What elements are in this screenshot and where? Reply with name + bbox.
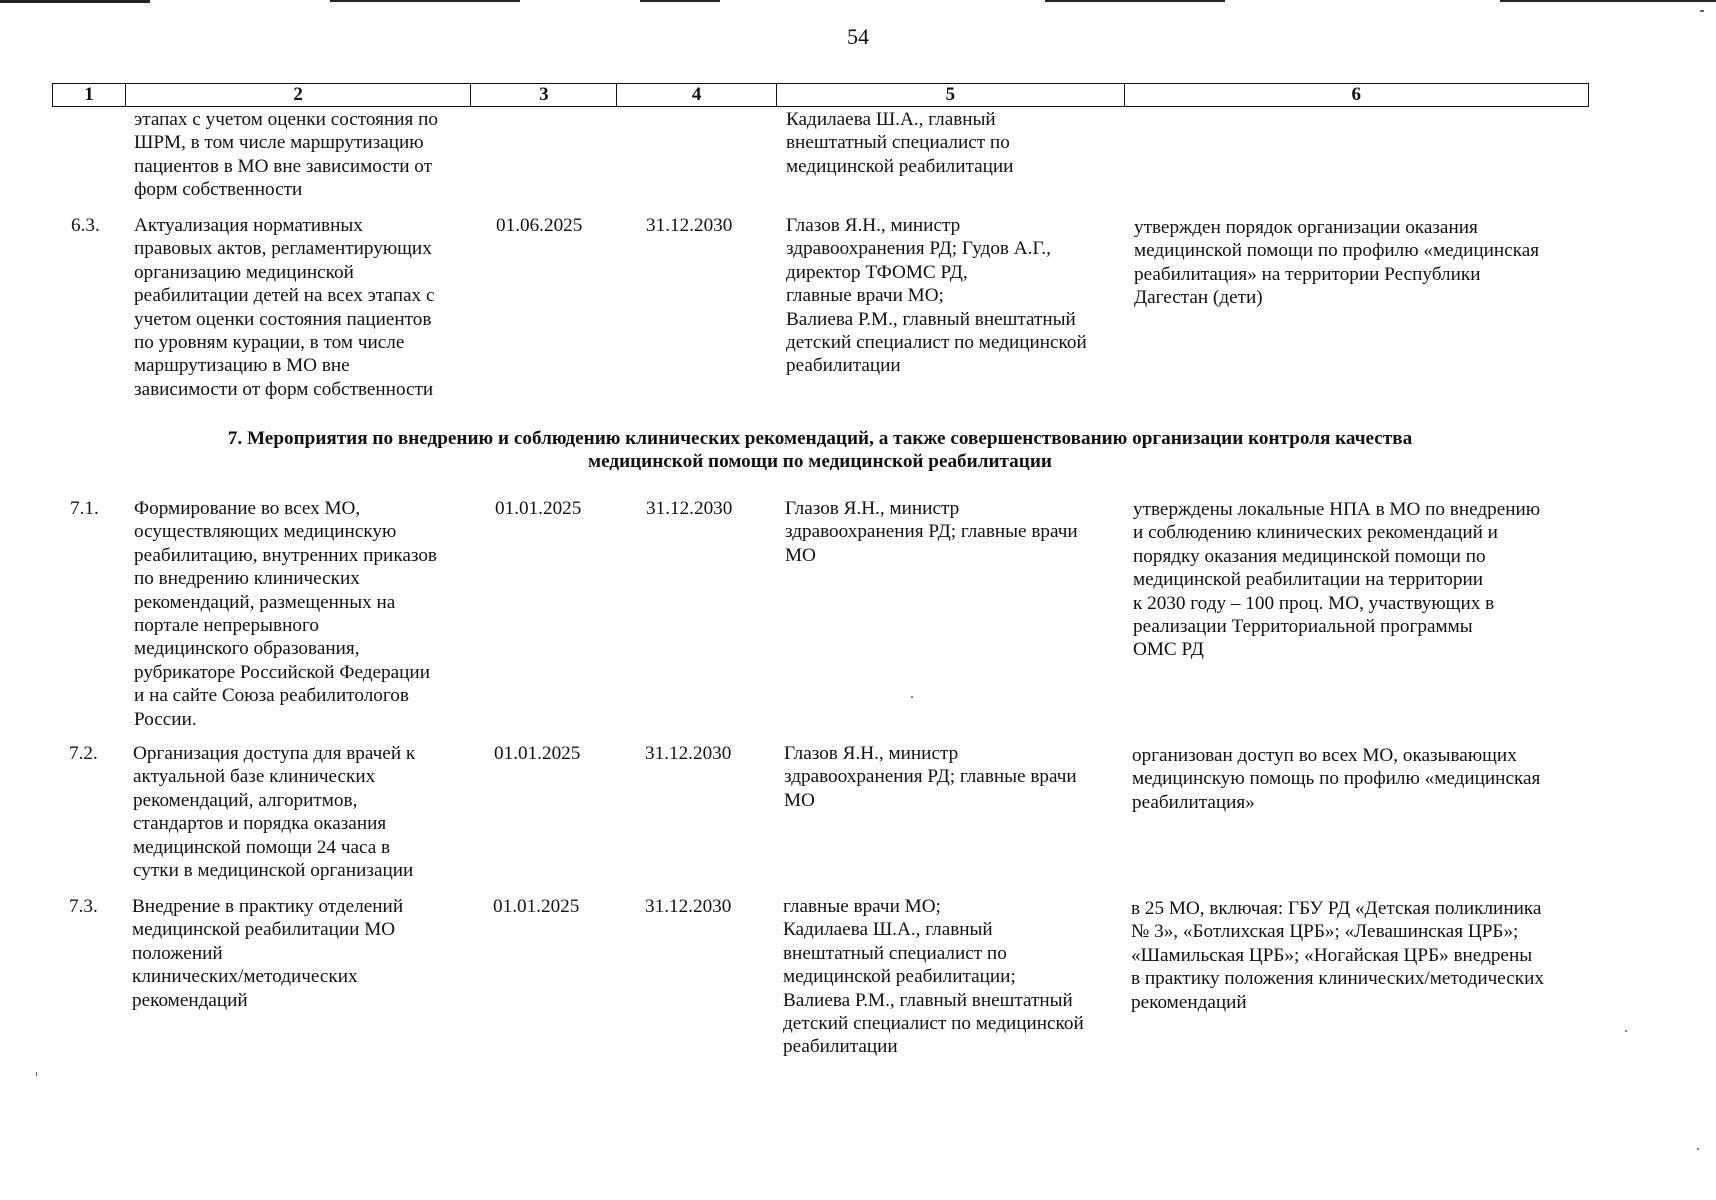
row-responsible: Глазов Я.Н., министр здравоохранения РД; главные врачи МО (784, 743, 1077, 811)
scan-edge (0, 0, 150, 3)
row-responsible: Глазов Я.Н., министр здравоохранения РД; главные врачи МО (785, 498, 1078, 566)
row-end-date: 31.12.2030 (646, 498, 733, 519)
row-continuation-description: этапах с учетом оценки состояния по ШРМ, в том числе маршрутизацию пациентов в МО вне зависимости от форм собственности (134, 109, 439, 201)
row-end-date: 31.12.2030 (646, 215, 733, 236)
row-start-date: 01.01.2025 (494, 743, 581, 764)
scan-edge (330, 0, 520, 2)
header-col-2: 2 (126, 84, 472, 106)
row-responsible: Глазов Я.Н., министр здравоохранения РД; Гудов А.Г., директор ТФОМС РД, главные врачи МО; Валиева Р.М., главный внештатный детский специалист по медицинской реабилитации (786, 215, 1087, 377)
header-col-1: 1 (53, 84, 126, 106)
row-num: 7.1. (70, 498, 99, 519)
scan-edge (1500, 0, 1716, 2)
table-header (52, 83, 1589, 107)
header-col-6: 6 (1351, 84, 1362, 105)
row-num: 6.3. (71, 215, 100, 236)
header-col-5: 5 (777, 84, 1125, 106)
row-result: в 25 МО, включая: ГБУ РД «Детская поликлиника № 3», «Ботлихская ЦРБ»; «Левашинская ЦРБ»; «Шамильская ЦРБ»; «Ногайская ЦРБ» внедрены в практику положения клинических/методических рекомендаций (1131, 898, 1544, 1013)
scan-speck (1625, 1030, 1627, 1032)
scan-speck (36, 1072, 37, 1076)
row-end-date: 31.12.2030 (645, 896, 732, 917)
row-result: утвержден порядок организации оказания медицинской помощи по профилю «медицинская реабилитация» на территории Республики Дагестан (дети) (1134, 217, 1540, 309)
row-result: утверждены локальные НПА в МО по внедрению и соблюдению клинических рекомендаций и порядку оказания медицинской помощи по медицинской реабилитации на территории к 2030 году – 100 проц. МО, участвующих в реализации Территориальной программы ОМС РД (1133, 499, 1541, 661)
row-description: Формирование во всех МО, осуществляющих медицинскую реабилитацию, внутренних приказов по внедрению клинических рекомендаций, размещенных на портале непрерывного медицинского образования, рубрикаторе Российской Федерации и на сайте Союза реабилитологов России. (134, 498, 437, 730)
scan-edge (640, 0, 720, 2)
row-start-date: 01.06.2025 (496, 215, 583, 236)
row-description: Организация доступа для врачей к актуальной базе клинических рекомендаций, алгоритмов, стандартов и порядка оказания медицинской помощи 24 часа в сутки в медицинской организации (133, 743, 416, 882)
row-end-date: 31.12.2030 (645, 743, 732, 764)
row-result: организован доступ во всех МО, оказывающих медицинскую помощь по профилю «медицинская реабилитация» (1132, 745, 1541, 813)
page-number: 54 (847, 24, 869, 49)
section-title: 7. Мероприятия по внедрению и соблюдению клинических рекомендаций, а также совершенствованию организации контроля качества медицинской помощи по медицинской реабилитации (227, 428, 1413, 473)
scan-speck (911, 696, 913, 698)
row-description: Внедрение в практику отделений медицинской реабилитации МО положений клинических/методических рекомендаций (132, 896, 404, 1011)
row-start-date: 01.01.2025 (493, 896, 580, 917)
header-col-3: 3 (471, 84, 617, 106)
row-continuation-responsible: Кадилаева Ш.А., главный внештатный специалист по медицинской реабилитации (786, 109, 1014, 177)
scan-speck (1700, 10, 1704, 12)
row-responsible: главные врачи МО; Кадилаева Ш.А., главный внештатный специалист по медицинской реабилитации; Валиева Р.М., главный внештатный детский специалист по медицинской реабилитации (783, 896, 1084, 1058)
row-description: Актуализация нормативных правовых актов, регламентирующих организацию медицинской реабилитации детей на всех этапах с учетом оценки состояния пациентов по уровням курации, в том числе маршрутизацию в МО вне зависимости от форм собственности (134, 215, 435, 400)
row-start-date: 01.01.2025 (495, 498, 582, 519)
row-num: 7.2. (69, 743, 98, 764)
scan-edge (1045, 0, 1225, 2)
scan-speck (1697, 1148, 1699, 1150)
row-num: 7.3. (69, 896, 98, 917)
header-col-4: 4 (617, 84, 777, 106)
